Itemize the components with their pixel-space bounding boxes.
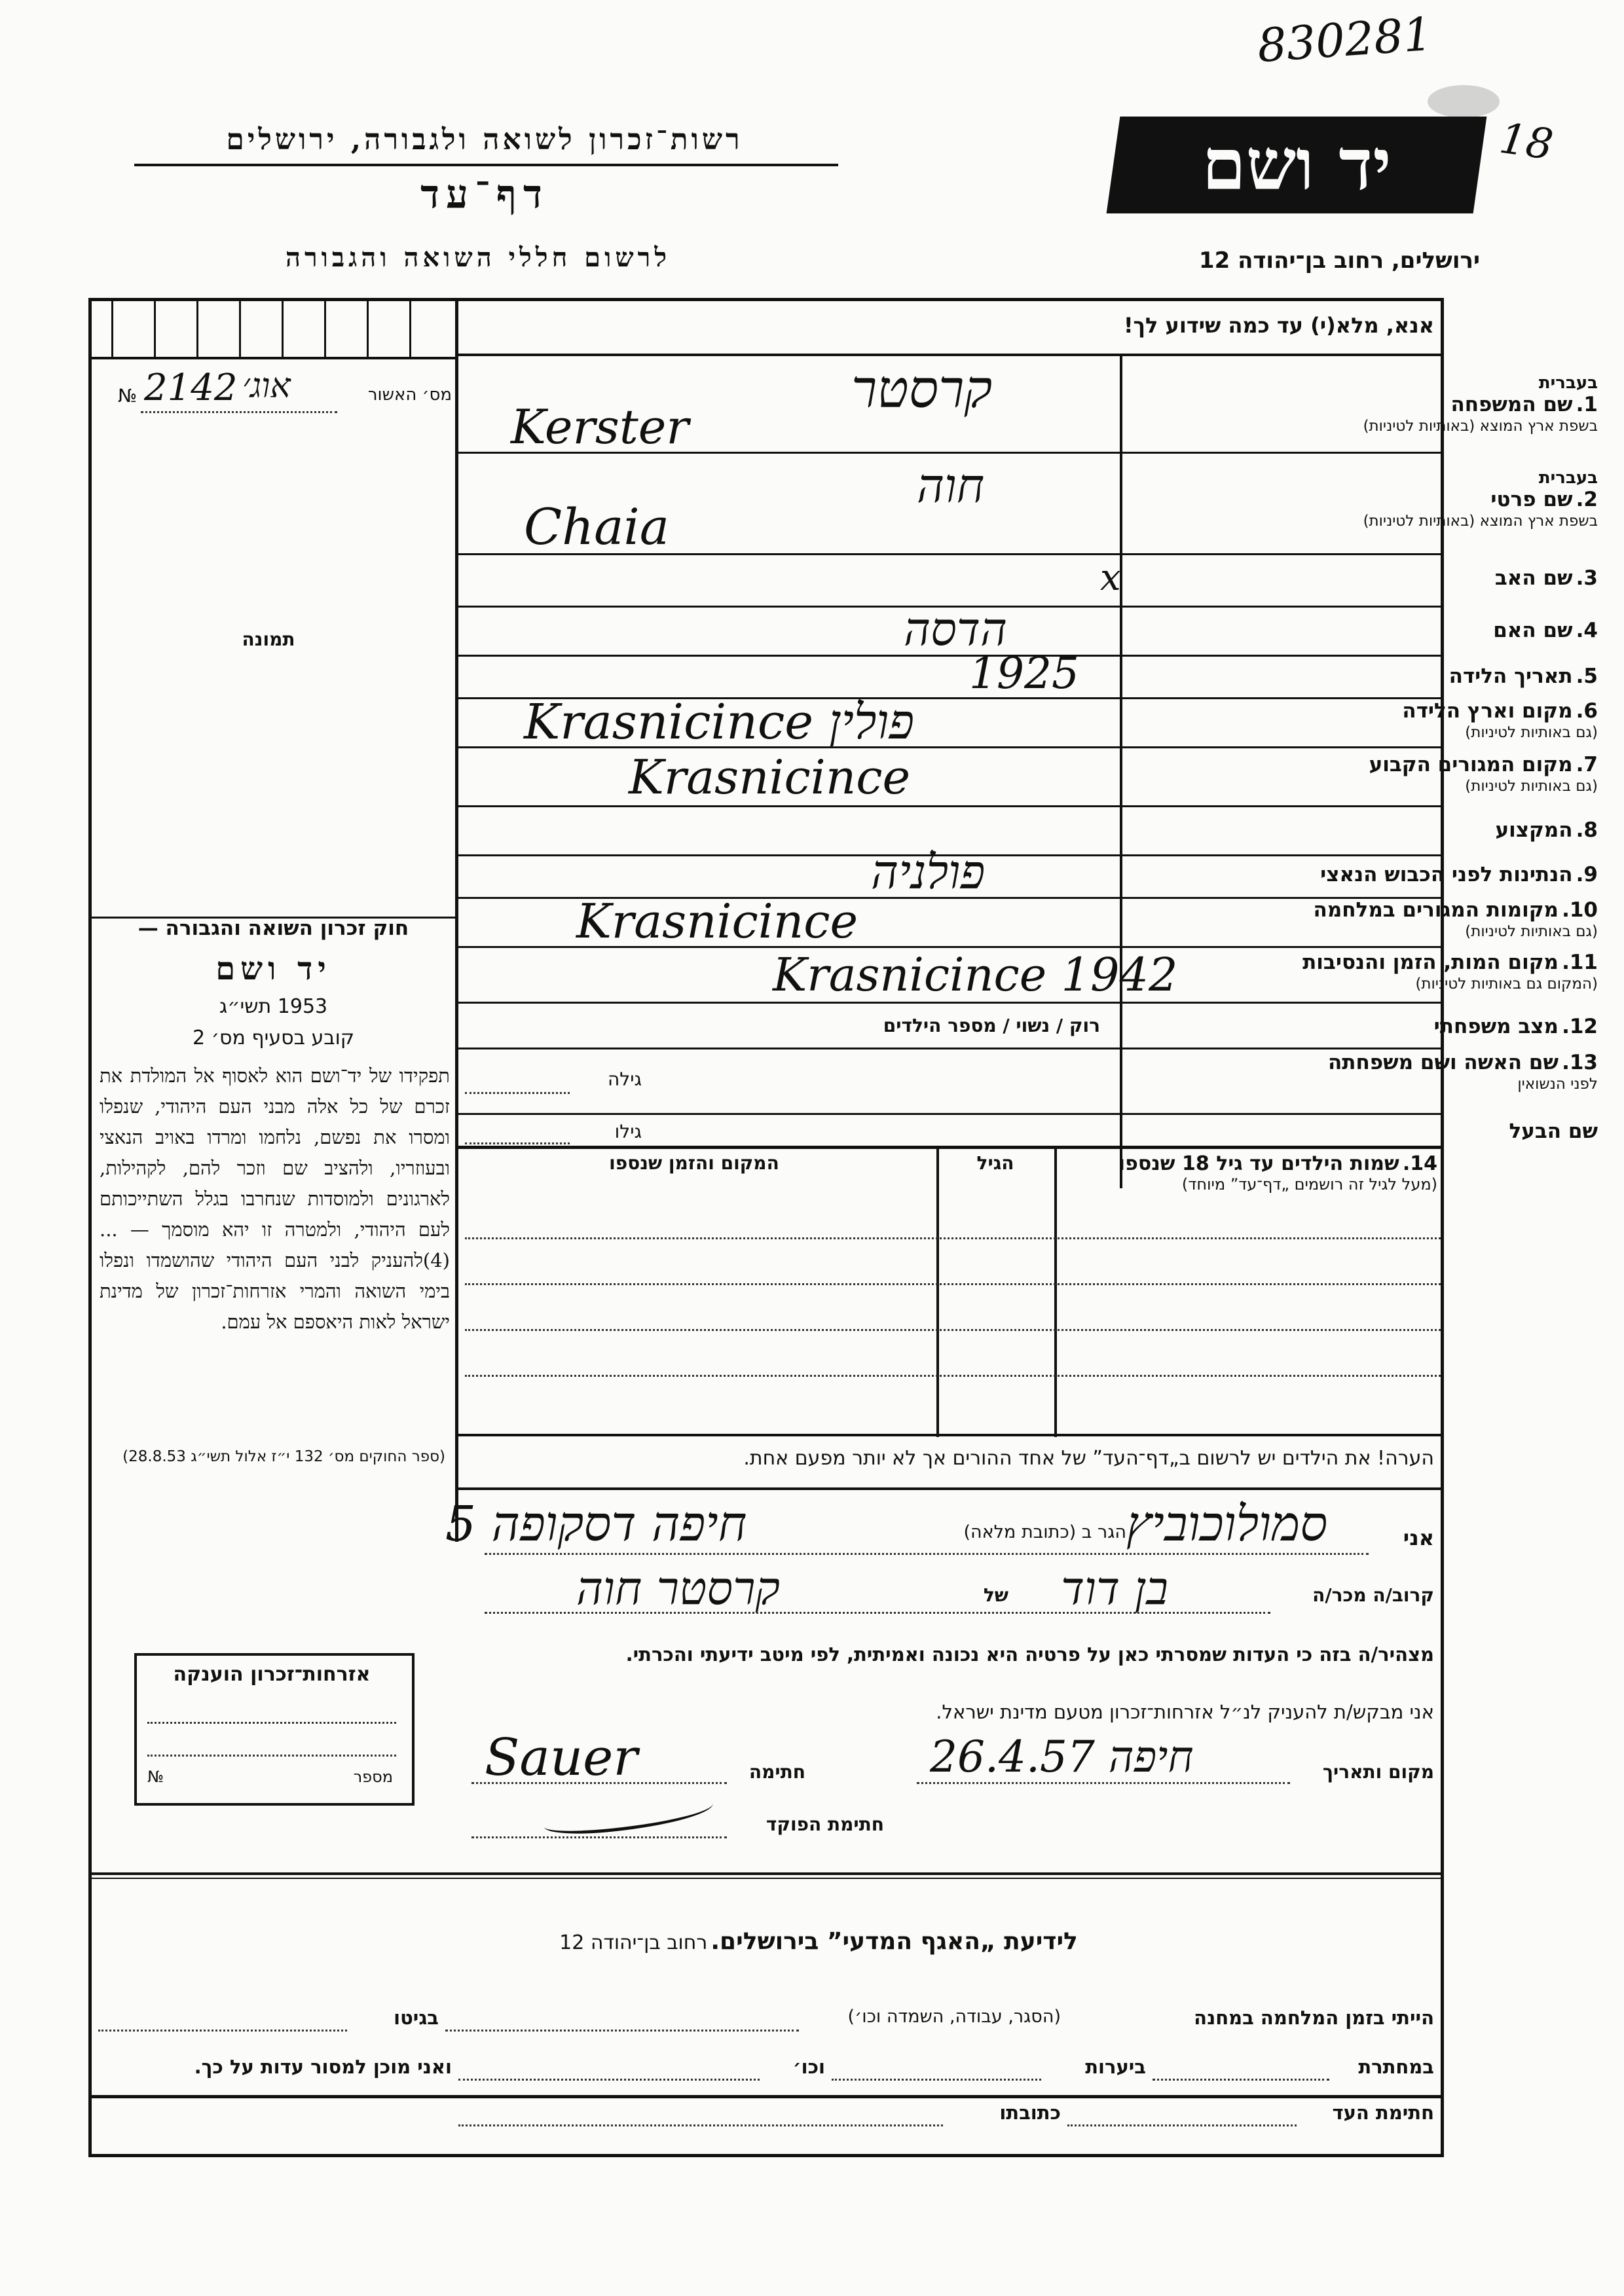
bottom-section-rule [88,1872,1444,1875]
lang-tag-hebrew-2: בעברית [1538,468,1598,488]
logo-text: יד ושם [1202,124,1392,206]
field-num: 13. [1562,1051,1598,1074]
death-value: Krasnicince 1942 [773,948,1178,1002]
birth-place-value: Krasnicince פולין [524,694,915,750]
request-text: אני מבקש/ת להעניק לנ״ל אזרחות־זכרון מטעם מדינת ישראל. [936,1701,1434,1723]
field-father-name-label [1283,566,1598,590]
field-label: שם האב [1494,566,1573,590]
marital-options: רוק / נשוי / מספר הילדים [883,1015,1100,1036]
field-num: 9. [1576,863,1598,886]
authority-underline [134,164,838,166]
field-num: 2. [1576,488,1598,511]
field-label: מצב משפחתי [1433,1015,1559,1038]
field-family-name-label [1283,373,1598,435]
relative-of-value: קרסטר חוה [576,1561,780,1615]
children-num: 14. [1402,1152,1437,1175]
bottom-title [458,1928,1179,1955]
signature-dots [471,1782,727,1784]
field-label: מקום המות, הזמן והנסיבות [1302,951,1559,974]
form-frame-right-ext [1441,2095,1444,2157]
declarant-residing-label: הגר ב (כתובת מלאה) [963,1522,1126,1542]
field-label: שם המשפחה [1450,393,1573,416]
declarant-name-dots [485,1553,1369,1555]
field-wartime-residence-label [1283,898,1598,940]
bottom-line1-dots-2 [98,2030,347,2032]
row-rule-12 [455,1048,1444,1049]
scribble-mark [1428,85,1500,118]
declarant-address-value: חיפה דסקופה 5 [445,1496,747,1552]
citizenship-box-title: אזרחות־זכרון הוענקה [173,1663,371,1686]
children-row-3 [465,1329,1441,1331]
bottom-line2-dots-3 [458,2079,760,2081]
bottom-line1-dots [445,2030,799,2032]
bottom-line3-dots-2 [458,2124,943,2126]
declarant-ani-label: אני [1403,1525,1434,1550]
law-ref: (ספר החוקים מס׳ 132 י״ז אלול תשי״ג 28.8.53) [122,1448,445,1465]
children-row-2 [465,1283,1441,1285]
field-sub: בשפת ארץ המוצא (באותיות לטיניות) [1363,418,1598,435]
field-birth-place-label [1283,699,1598,741]
form-title: דף־עד [420,172,549,217]
relative-dots [485,1612,1270,1614]
field-residence-label [1283,753,1598,795]
bottom-line2-a: במחתרת [1358,2056,1434,2078]
wife-age-dots [465,1092,570,1094]
family-name-hebrew-value: קרסטר [851,359,993,420]
field-label: שם הבעל [1509,1120,1598,1143]
field-label: מקומות המגורים במלחמה [1313,898,1559,922]
field-num: 8. [1576,818,1598,842]
bottom-line1-b: (הסגר, עבודה, השמדה וכו׳) [847,2007,1061,2027]
field-wife-name-label [1283,1051,1598,1093]
row-rule-13 [455,1113,1444,1115]
field-num: 1. [1576,393,1598,416]
law-year: 1953 [277,995,328,1018]
field-num: 4. [1576,619,1598,642]
field-num: 12. [1562,1015,1598,1038]
yad-vashem-logo [1107,117,1487,213]
officer-dots [471,1836,727,1838]
children-bottom-rule [455,1434,1444,1436]
field-sub: (גם באותיות לטיניות) [1465,724,1598,741]
law-year-heb [98,995,449,1018]
instructions-text: אנא, מלא(י) עד כמה שידוע לך! [1123,313,1434,338]
law-name: יד ושם [215,951,331,987]
field-num: 11. [1562,951,1598,974]
bottom-title-main: לידיעת „האגף המדעי” בירושלים. [710,1928,1078,1955]
signature-label: חתימה [748,1761,805,1783]
bottom-line3-a: חתימת העד [1332,2102,1434,2124]
bottom-line1-a: הייתי בזמן המלחמה במחנה [1194,2007,1434,2029]
declaration-text: מצהיר/ה בזה כי העדות שמסרתי כאן על פרטיה היא נכונה ואמיתית, לפי מיטב ידיעתי והכרתי. [625,1643,1434,1666]
form-frame-bottom [88,2154,1444,2157]
form-frame-left-ext [88,2095,92,2157]
field-marital-label [1283,1015,1598,1038]
field-label: שם האשה ושם משפחתה [1328,1051,1559,1074]
citizenship-no-mark: № [147,1768,164,1786]
children-sub: (מעל לגיל זה רושמים „דף־עד” מיוחד) [1181,1175,1437,1194]
left-panel-top-rule [92,357,455,359]
children-col-age: הגיל [976,1152,1014,1174]
instructions-divider [455,354,1444,356]
form-subtitle: לרשום חללי השואה והגבורה [285,242,671,273]
authority-line: רשות־זכרון לשואה ולגבורה, ירושלים [226,123,743,156]
field-sub: (המקום גם באותיות לטיניות) [1415,975,1598,993]
label-column-divider [1120,354,1122,1188]
field-occupation-label [1283,818,1598,842]
lang-tag-hebrew: בעברית [1538,373,1598,393]
field-sub: (גם באותיות לטיניות) [1465,923,1598,940]
corner-mark: 18 [1496,114,1557,170]
approval-number: 2142 [144,367,238,409]
place-date-label: מקום ותאריך [1322,1761,1434,1783]
photo-label: תמונה [242,629,295,650]
bottom-line2-dots-1 [1153,2079,1329,2081]
children-title: שמות הילדים עד גיל 18 שנספו [1118,1152,1399,1175]
field-sub: לפני הנשואין [1517,1076,1598,1093]
officer-label: חתימת הפוקד [766,1813,884,1835]
children-row-1 [465,1237,1441,1239]
approval-extra: אוג׳ [242,367,291,406]
children-row-4 [465,1375,1441,1377]
birth-date-value: 1925 [969,648,1079,699]
wartime-residence-value: Krasnicince [576,894,858,949]
nationality-value: פולניה [871,845,986,900]
place-date-value: חיפה 26.4.57 [930,1732,1194,1782]
field-num: 10. [1562,898,1598,922]
note-bottom-rule [455,1487,1444,1490]
bottom-line2-d: ואני מוכן למסור עדות על כך. [194,2056,452,2078]
field-num: 3. [1576,566,1598,590]
approval-dots [141,411,337,413]
citizenship-number-label: מספר [353,1768,393,1786]
declarant-name-value: סמולוכוביץ [1126,1496,1328,1552]
field-birth-date-label [1283,665,1598,688]
field-num: 5. [1576,665,1598,688]
tick-marks [92,301,455,357]
law-text: תפקידו של יד־ושם הוא לאסוף אל המולדת את זכרם של כל אלה מבני העם היהודי, שנפלו ומסרו את נפשם, נלחמו ומרדו באויב הנאצי ובעוזריו, ולהציב שם וזכר להם, לקהילות, לארגונים ולמוסדות שנחרבו בגלל השתייכותם לעם היהודי, ולמטרה זו יהא מוסמך — ...(4)להעניק לבני העם היהודי שהושמדו ונפלו בימי השואה והמרי אזרחות־זכרון של מדינת ישראל לאות היאספם אל עמם. [100,1065,450,1333]
mother-name-value: הדסה [904,602,1007,656]
place-date-dots [917,1782,1290,1784]
field-label: הנתינות לפני הכבוש הנאצי [1320,863,1573,886]
children-col-divider-1 [1054,1149,1057,1437]
bottom-line2-c: וכו׳ [792,2056,825,2078]
field-label: מקום המגורים הקבוע [1369,753,1573,776]
field-death-label [1283,951,1598,993]
row-rule-7 [455,805,1444,807]
header-address: ירושלים, רחוב בן־יהודה 12 [1198,247,1480,274]
law-title: חוק זכרון השואה והגבורה — [138,917,409,940]
field-label: שם האם [1493,619,1573,642]
children-label [1061,1152,1437,1194]
law-section: קובע בסעיף מס׳ 2 [192,1027,355,1049]
approval-no-mark: № [118,385,138,407]
field-husband-name-label [1283,1120,1598,1143]
bottom-title-address: רחוב בן־יהודה 12 [559,1931,708,1954]
first-name-hebrew-value: חוה [917,458,985,513]
signature-value: Sauer [485,1728,638,1787]
citizenship-dots-1 [147,1722,396,1724]
field-nationality-label [1283,863,1598,886]
bottom-line1-c: בגיטו [394,2007,439,2029]
bottom-line3-dots-1 [1067,2124,1297,2126]
bottom-line2-b: ביערות [1085,2056,1146,2078]
field-label: שם פרטי [1490,488,1573,511]
residence-value: Krasnicince [629,750,911,805]
field-num: 7. [1576,753,1598,776]
children-col-divider-2 [936,1149,939,1437]
approval-label: מס׳ האשור [367,385,452,405]
field-label: המקצוע [1495,818,1573,842]
husband-age-label: גילו [614,1121,642,1142]
field-sub: (גם באותיות לטיניות) [1465,778,1598,795]
citizenship-dots-2 [147,1755,396,1757]
row-rule-11 [455,1002,1444,1004]
field-sub: בשפת ארץ המוצא (באותיות לטיניות) [1363,513,1598,530]
wife-age-label: גילה [607,1068,642,1090]
husband-age-dots [465,1142,570,1144]
father-name-value: x [1100,556,1121,599]
bottom-line3-b: כתובתו [999,2102,1061,2124]
law-year-hebrew: תשי״ג [219,995,272,1018]
children-top-rule [455,1147,1444,1149]
field-mother-name-label [1283,619,1598,642]
field-first-name-label [1283,468,1598,530]
left-panel-divider [455,298,458,1542]
field-label: תאריך הלידה [1449,665,1573,688]
handwritten-archive-id: 830281 [1255,7,1434,73]
family-name-latin-value: Kerster [511,399,689,454]
relative-label: קרוב/ה מכר/ה [1312,1584,1434,1606]
field-label: מקום וארץ הלידה [1402,699,1573,723]
bottom-line2-dots-2 [832,2079,1041,2081]
children-note: הערה! את הילדים יש לרשום ב„דף־העד” של אחד ההורים אך לא יותר מפעם אחת. [743,1447,1434,1470]
field-num: 6. [1576,699,1598,723]
bottom-section-rule-2 [88,1878,1444,1879]
first-name-latin-value: Chaia [524,498,670,556]
of-label: של [983,1584,1008,1606]
relation-value: בן דוד [1061,1561,1168,1615]
children-col-place: המקום והזמן שנספו [609,1152,779,1174]
